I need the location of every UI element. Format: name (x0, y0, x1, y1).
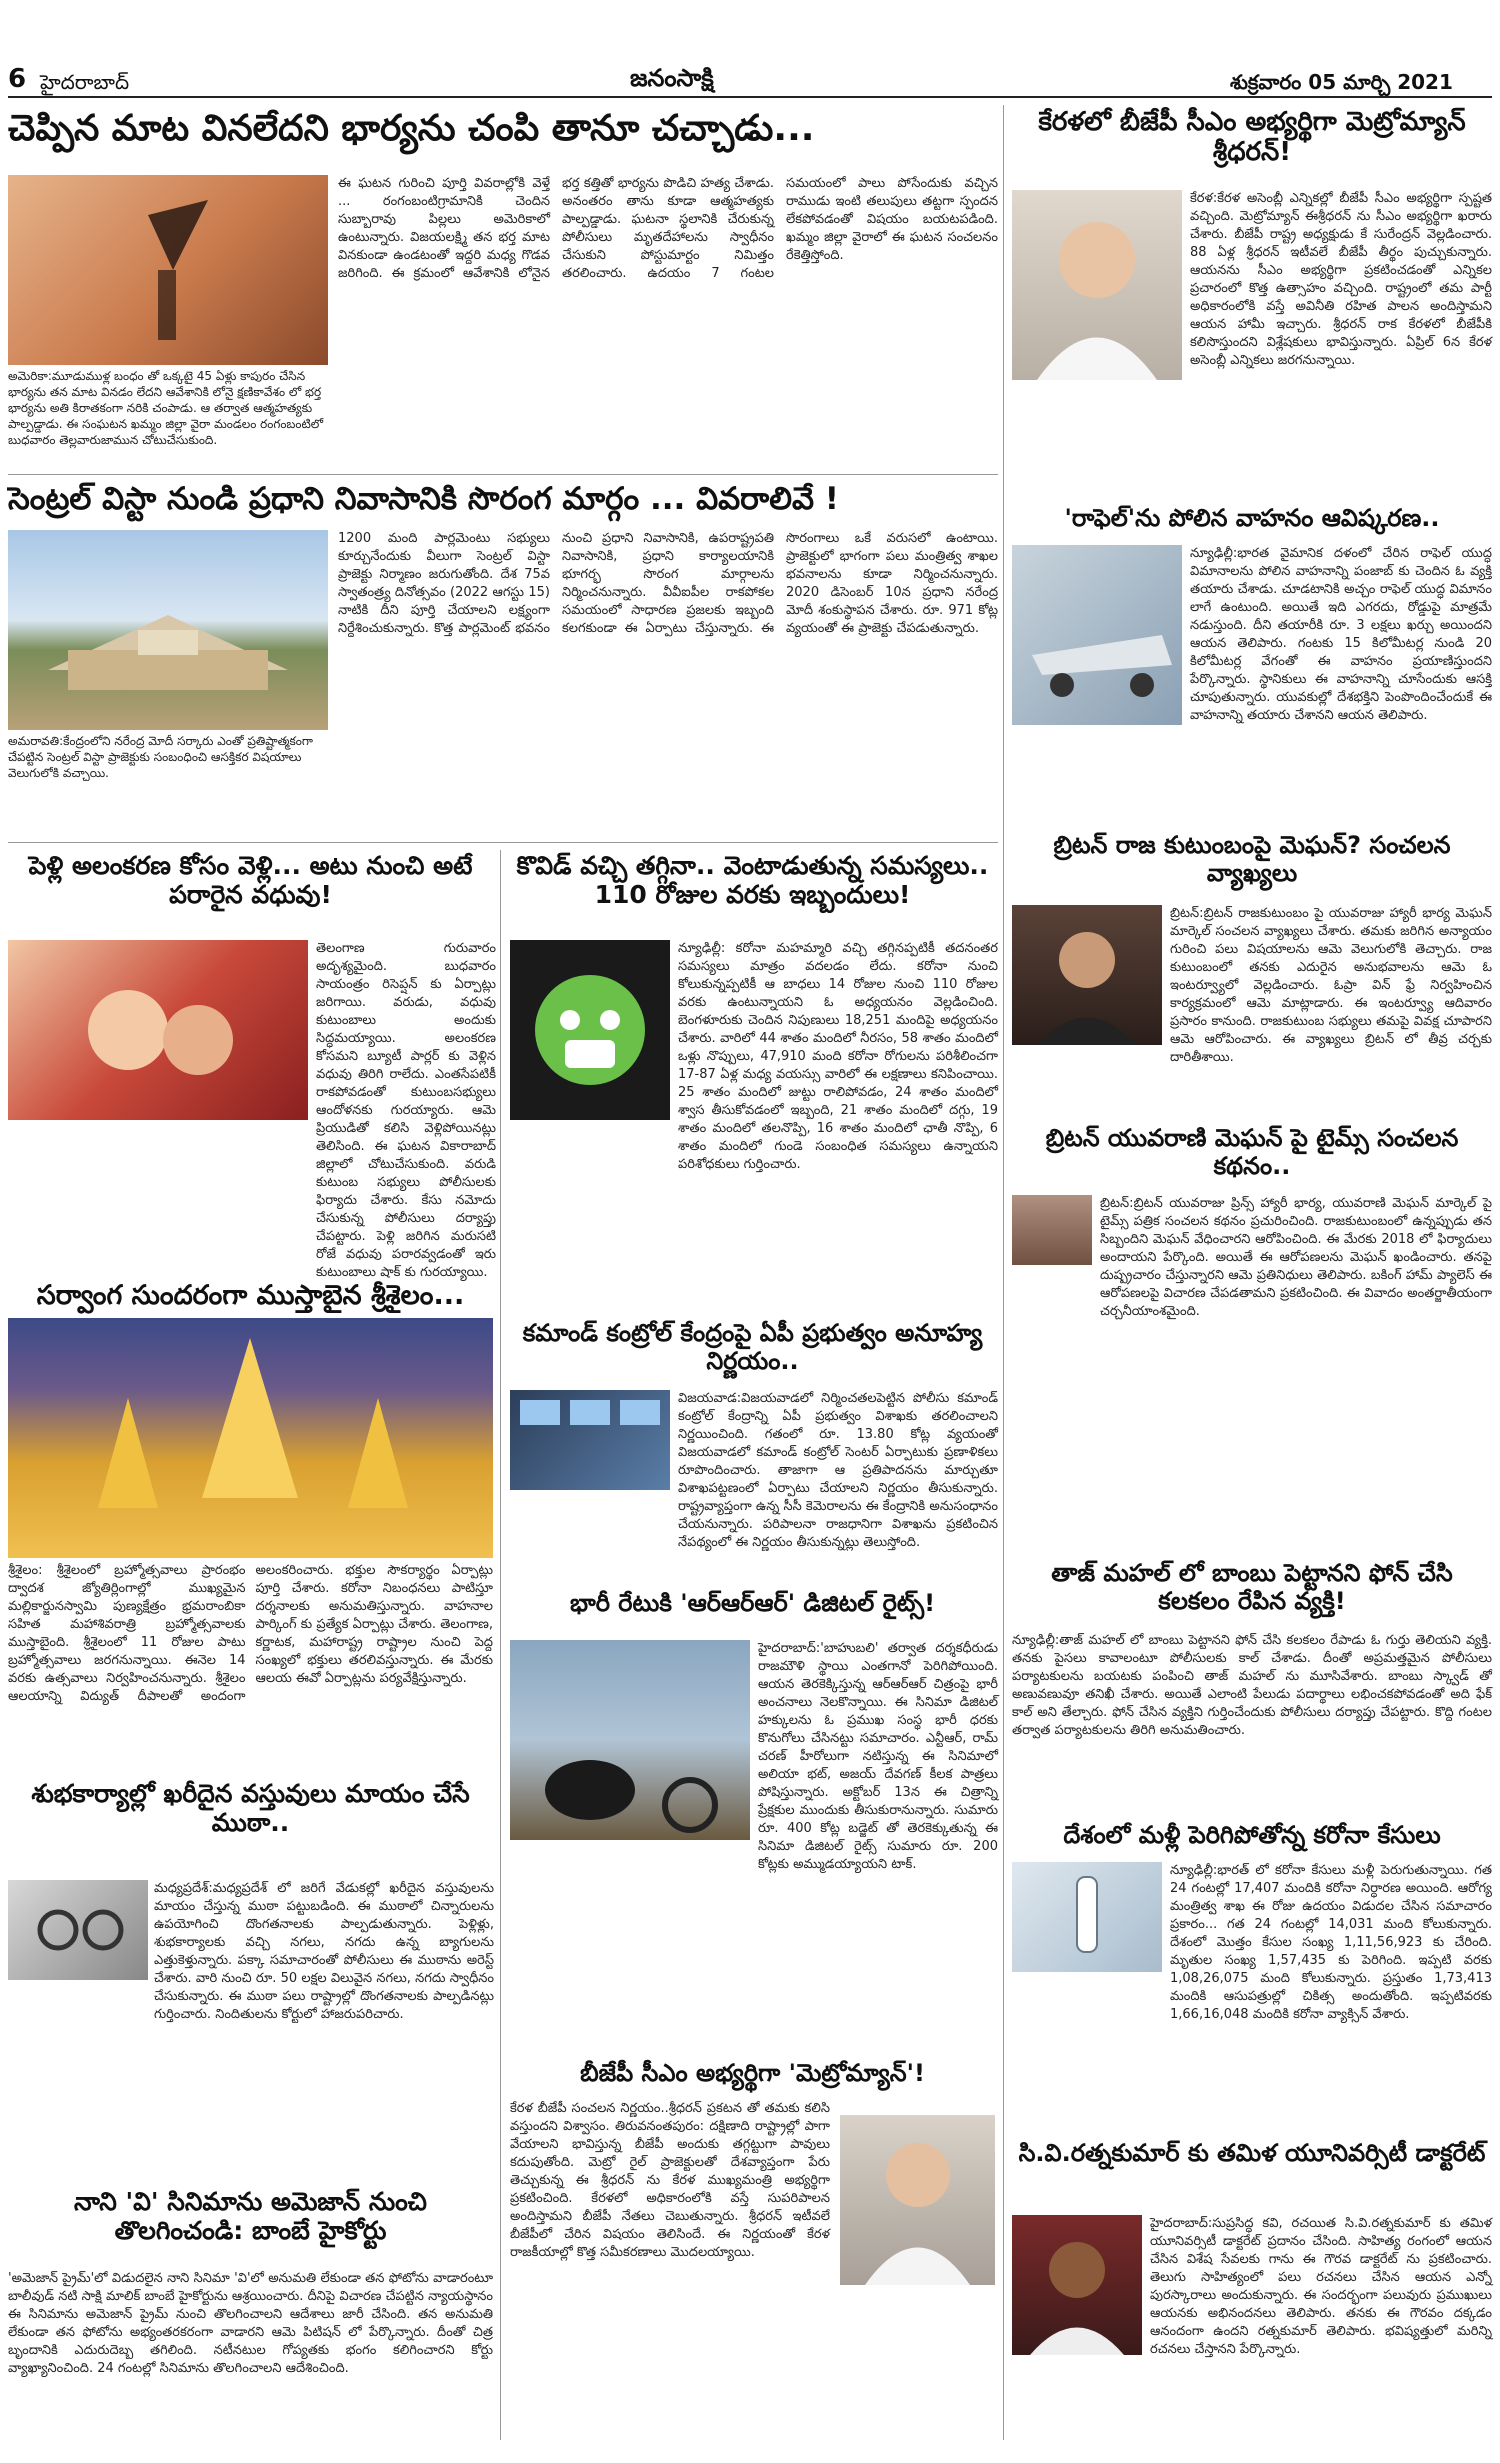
control-room-photo (510, 1390, 670, 1490)
issue-date: శుక్రవారం 05 మార్చి 2021 (1230, 70, 1453, 94)
article-headline: బ్రిటన్ రాజ కుటుంబంపై మెఘన్? సంచలన వ్యాఖ్యలు (1053, 831, 1451, 887)
divider (8, 842, 998, 843)
article-body: తెలంగాణ గురువారం అదృశ్యమైంది. బుధవారం సాయంత్రం రిసెప్షన్ కు ఏర్పాట్లు జరిగాయి. వరుడు, వధువు కుటుంబాలు అందుకు సిద్ధమయ్యాయి. అలంకరణ కోసమని బ్యూటీ పార్లర్ కు వెళ్లిన వధువు తిరిగి రాలేదు. ఎంతసేపటికీ రాకపోవడంతో కుటుంబసభ్యులు ఆందోళనకు గురయ్యారు. ఆమె ప్రియుడితో కలిసి వెళ్లిపోయినట్లు తెలిసింది. ఈ ఘటన వికారాబాద్ జిల్లాలో చోటుచేసుకుంది. వరుడి కుటుంబ సభ్యులు పోలీసులకు ఫిర్యాదు చేశారు. కేసు నమోదు చేసుకున్న పోలీసులు దర్యాప్తు చేపట్టారు. పెళ్లి జరిగిన మరుసటి రోజే వధువు పరారవ్వడంతో ఇరు కుటుంబాలు షాక్ కు గురయ్యాయి. (316, 941, 496, 1280)
photo-caption: అమెరికా:మూడుముళ్ల బంధం తో ఒక్కటై 45 ఏళ్లు కాపురం చేసిన భార్యను తన మాట వినడం లేదని ఆవేశానికి లోనై క్షణికావేశం లో భర్త భార్యను అతి కిరాతకంగా నరికి చంపాడు. ఆ తర్వాత ఆత్మహత్యకు పాల్పడ్డాడు. ఈ సంఘటన ఖమ్మం జిల్లా వైరా మండలం రంగంబంటిలో బుధవారం తెల్లవారుజామున చోటుచేసుకుంది. (8, 369, 324, 447)
article-body: కేరళ బీజేపీ సంచలన నిర్ణయం..శ్రీధరన్ ప్రకటన తో తమకు కలిసి వస్తుందని విశ్వాసం. తిరువనంతపురం: దక్షిణాది రాష్ట్రాల్లో పాగా వేయాలని భావిస్తున్న బీజేపీ అందుకు తగ్గట్టుగా పావులు కదుపుతోంది. మెట్రో రైల్ ప్రాజెక్టులతో దేశవ్యాప్తంగా పేరు తెచ్చుకున్న ఈ శ్రీధరన్ ను కేరళ ముఖ్యమంత్రి అభ్యర్థిగా ప్రకటించింది. కేరళలో అధికారంలోకి వస్తే సుపరిపాలన అందిస్తామని బీజేపీ నేతలు చెబుతున్నారు. శ్రీధరన్ ఇటీవలే బీజేపీలో చేరిన విషయం తెలిసిందే. ఈ నిర్ణయంతో కేరళ రాజకీయాల్లో కొత్త సమీకరణాలు మొదలయ్యాయి. (510, 2101, 830, 2260)
sreedharan-photo (840, 2115, 995, 2285)
article-headline: బీజేపీ సీఎం అభ్యర్థిగా 'మెట్రోమ్యాన్'! (580, 2059, 925, 2087)
jet-vehicle-icon (1012, 545, 1182, 725)
ratnakumar-photo (1012, 2215, 1142, 2355)
article-headline: సి.వి.రత్నకుమార్ కు తమిళ యూనివర్సిటీ డాక్టరేట్ (1018, 2139, 1486, 2167)
parliament-photo (8, 530, 328, 730)
article-headline: 'రాఫెల్'ను పోలిన వాహనం ఆవిష్కరణ.. (1064, 504, 1440, 532)
article-headline: కొవిడ్ వచ్చి తగ్గినా.. వెంటాడుతున్న సమస్యలు.. 110 రోజుల వరకు ఇబ్బందులు! (516, 851, 989, 909)
metroman-photo (1012, 190, 1182, 380)
bride-hands-icon (8, 940, 308, 1120)
article-headline: సెంట్రల్ విస్టా నుండి ప్రధాని నివాసానికి సొరంగ మార్గం ... వివరాలివే ! (8, 481, 839, 517)
meghan-thumb-photo (1012, 1195, 1092, 1265)
article-body: మధ్యప్రదేశ్:మధ్యప్రదేశ్ లో జరిగే వేడుకల్లో ఖరీదైన వస్తువులను మాయం చేస్తున్న ముఠా పట్టుబడింది. ఈ ముఠాలో చిన్నారులను ఉపయోగించి దొంగతనాలకు పాల్పడుతున్నారు. పెళ్లిళ్లు, శుభకార్యాలకు వచ్చి నగలు, నగదు ఉన్న బ్యాగులను ఎత్తుకెళ్తున్నారు. పక్కా సమాచారంతో పోలీసులు ఈ ముఠాను అరెస్ట్ చేశారు. వారి నుంచి రూ. 50 లక్షల విలువైన నగలు, నగదు స్వాధీనం చేసుకున్నారు. ఈ ముఠా పలు రాష్ట్రాల్లో దొంగతనాలకు పాల్పడినట్లు గుర్తించారు. నిందితులను కోర్టులో హాజరుపరిచారు. (154, 1881, 494, 2022)
monitor-wall-icon (510, 1390, 670, 1490)
rafale-vehicle-photo (1012, 545, 1182, 725)
article-body: హైదరాబాద్:సుప్రసిద్ధ కవి, రచయిత సి.వి.రత్నకుమార్ కు తమిళ యూనివర్సిటీ డాక్టరేట్ ప్రదానం చేసింది. సాహిత్య రంగంలో ఆయన చేసిన విశేష సేవలకు గాను ఈ గౌరవ డాక్టరేట్ ను ప్రకటించారు. తెలుగు సాహిత్యంలో పలు రచనలు చేసిన ఆయన ఎన్నో పురస్కారాలు అందుకున్నారు. ఈ సందర్భంగా పలువురు ప్రముఖులు ఆయనకు అభినందనలు తెలిపారు. తనకు ఈ గౌరవం దక్కడం ఆనందంగా ఉందని రత్నకుమార్ తెలిపారు. భవిష్యత్తులో మరిన్ని రచనలు చేస్తానని పేర్కొన్నారు. (1150, 2216, 1492, 2357)
masthead (0, 0, 1500, 100)
portrait-icon (840, 2115, 995, 2285)
article-body: హైదరాబాద్:'బాహుబలి' తర్వాత దర్శకధీరుడు రాజమౌళి స్థాయి ఎంతగానో పెరిగిపోయింది. ఆయన తెరకెక్కిస్తున్న ఆర్ఆర్ఆర్ చిత్రంపై భారీ అంచనాలు నెలకొన్నాయి. ఈ సినిమా డిజిటల్ హక్కులను ఓ ప్రముఖ సంస్థ భారీ ధరకు కొనుగోలు చేసినట్టు సమాచారం. ఎన్టీఆర్, రామ్ చరణ్ హీరోలుగా నటిస్తున్న ఈ సినిమాలో అలియా భట్, అజయ్ దేవగణ్ కీలక పాత్రలు పోషిస్తున్నారు. అక్టోబర్ 13న ఈ చిత్రాన్ని ప్రేక్షకుల ముందుకు తీసుకురానున్నారు. సుమారు రూ. 400 కోట్ల బడ్జెట్ తో తెరకెక్కుతున్న ఈ సినిమా డిజిటల్ రైట్స్ సుమారు రూ. 200 కోట్లకు అమ్ముడయ్యాయని టాక్. (758, 1641, 998, 1872)
parliament-building-icon (8, 530, 328, 730)
handcuffs-icon (8, 1880, 148, 1980)
article-headline: పెళ్లి అలంకరణ కోసం వెళ్లి... అటు నుంచి అటే పరారైన వధువు! (28, 851, 473, 909)
test-tube-photo (1012, 1862, 1162, 1972)
portrait-icon (1012, 2215, 1142, 2355)
temple-icon (8, 1318, 493, 1558)
article-headline: శుభకార్యాల్లో ఖరీదైన వస్తువులు మాయం చేసే ముఠా.. (31, 1779, 470, 1837)
horse-bike-icon (510, 1640, 750, 1840)
article-headline: కమాండ్ కంట్రోల్ కేంద్రంపై ఏపీ ప్రభుత్వం అనూహ్య నిర్ణయం.. (522, 1319, 983, 1375)
portrait-icon (1012, 905, 1162, 1045)
article-body: 'అమెజాన్ ప్రైమ్'లో విడుదలైన నాని సినిమా 'వి'లో అనుమతి లేకుండా తన ఫోటోను వాడారంటూ బాలీవుడ్ నటి సాక్షి మాలిక్ బాంబే హైకోర్టును ఆశ్రయించారు. దీనిపై విచారణ చేపట్టిన న్యాయస్థానం ఈ సినిమాను అమెజాన్ ప్రైమ్ నుంచి తొలగించాలని ఆదేశాలు జారీ చేసింది. తన అనుమతి లేకుండా తన ఫోటోను అభ్యంతరకరంగా వాడారని ఆమె పిటిషన్ లో పేర్కొన్నారు. దీంతో చిత్ర బృందానికి ఎదురుదెబ్బ తగిలింది. నటీనటుల గోప్యతకు భంగం కలిగించారని కోర్టు వ్యాఖ్యానించింది. 24 గంటల్లో సినిమాను తొలగించాలని ఆదేశించింది. (8, 2271, 493, 2376)
knife-icon (8, 175, 328, 365)
article-body: కేరళ:కేరళ అసెంబ్లీ ఎన్నికల్లో బీజేపీ సీఎం అభ్యర్థిగా స్పష్టత వచ్చింది. మెట్రోమ్యాన్ ఈశ్రీధరన్ ను సీఎం అభ్యర్థిగా ఖరారు చేశారు. బీజేపీ రాష్ట్ర అధ్యక్షుడు కే సురేంద్రన్ వెల్లడించారు. 88 ఏళ్ల శ్రీధరన్ ఇటీవలే బీజేపీ తీర్థం పుచ్చుకున్నారు. ఆయనను సీఎం అభ్యర్థిగా ప్రకటించడంతో ఎన్నికల ప్రచారంలో కొత్త ఉత్సాహం వచ్చింది. రాష్ట్రంలో తమ పార్టీ అధికారంలోకి వస్తే అవినీతి రహిత పాలన అందిస్తామని ఆయన హామీ ఇచ్చారు. శ్రీధరన్ రాక కేరళలో బీజేపీకి కలిసొస్తుందని విశ్లేషకులు భావిస్తున్నారు. ఏప్రిల్ 6న కేరళ అసెంబ్లీ ఎన్నికలు జరగనున్నాయి. (1190, 191, 1492, 368)
article-headline: భారీ రేటుకి 'ఆర్ఆర్ఆర్' డిజిటల్ రైట్స్! (569, 1589, 936, 1617)
article-body: న్యూఢిల్లీ:భారత వైమానిక దళంలో చేరిన రాఫెల్ యుద్ధ విమానాలను పోలిన వాహనాన్ని పంజాబ్ కు చెందిన ఓ వ్యక్తి తయారు చేశాడు. చూడటానికి అచ్చం రాఫెల్ యుద్ధ విమానం లాగే ఉంటుంది. అయితే ఇది ఎగరదు, రోడ్డుపై మాత్రమే నడుస్తుంది. దీని తయారీకి రూ. 3 లక్షలు ఖర్చు అయిందని ఆయన తెలిపారు. గంటకు 15 కిలోమీటర్ల నుండి 20 కిలోమీటర్ల వేగంతో ఈ వాహనం ప్రయాణిస్తుందని పేర్కొన్నారు. స్థానికులు ఈ వాహనాన్ని చూసేందుకు ఆసక్తి చూపుతున్నారు. యువకుల్లో దేశభక్తిని పెంపొందించేందుకే ఈ వాహనాన్ని తయారు చేశానని ఆయన తెలిపారు. (1190, 546, 1492, 723)
article-body: న్యూఢిల్లీ: కరోనా మహమ్మారి వచ్చి తగ్గినప్పటికీ తదనంతర సమస్యలు మాత్రం వదలడం లేదు. కరోనా నుంచి కోలుకున్నప్పటికీ ఆ బాధలు 14 రోజుల నుంచి 110 రోజుల వరకు ఉంటున్నాయని ఓ అధ్యయనం వెల్లడించింది. బెంగళూరుకు చెందిన నిపుణులు 18,251 మందిపై అధ్యయనం చేశారు. వారిలో 44 శాతం మందిలో నీరసం, 58 శాతం మందిలో ఒళ్లు నొప్పులు, 47,910 మంది కరోనా రోగులను పరిశీలించగా 17-87 ఏళ్ల మధ్య వయస్సు వారిలో ఈ లక్షణాలు కనిపించాయి. 25 శాతం మందిలో జుట్టు రాలిపోవడం, 24 శాతం మందిలో శ్వాస తీసుకోవడంలో ఇబ్బంది, 21 శాతం మందిలో దగ్గు, 19 శాతం మందిలో తలనొప్పి, 16 శాతం మందిలో ఛాతీ నొప్పి, 6 శాతం మందిలో గుండె సంబంధిత సమస్యలు ఉన్నాయని పరిశోధకులు గుర్తించారు. (678, 941, 998, 1172)
column-divider (500, 850, 501, 2440)
divider (8, 474, 998, 475)
article-headline: చెప్పిన మాట వినలేదని భార్యను చంపి తానూ చచ్చాడు... (8, 108, 815, 149)
article-body: న్యూఢిల్లీ:భారత్ లో కరోనా కేసులు మళ్లీ పెరుగుతున్నాయి. గత 24 గంటల్లో 17,407 మందికి కరోనా నిర్ధారణ అయింది. ఆరోగ్య మంత్రిత్వ శాఖ ఈ రోజు ఉదయం విడుదల చేసిన సమాచారం ప్రకారం... గత 24 గంటల్లో 14,031 మంది కోలుకున్నారు. దేశంలో మొత్తం కేసుల సంఖ్య 1,11,56,923 కు చేరింది. మృతుల సంఖ్య 1,57,435 కు పెరిగింది. ఇప్పటి వరకు 1,08,26,075 మంది కోలుకున్నారు. ప్రస్తుతం 1,73,413 మందికి ఆసుపత్రుల్లో చికిత్స అందుతోంది. ఇప్పటివరకు 1,66,16,048 మందికి కరోనా వ్యాక్సిన్ వేశారు. (1170, 1863, 1492, 2022)
meghan-photo (1012, 905, 1162, 1045)
page-number: 6 (8, 64, 27, 94)
wedding-photo (8, 940, 308, 1120)
handcuffs-photo (8, 1880, 148, 1980)
article-body: న్యూఢిల్లీ:తాజ్ మహల్ లో బాంబు పెట్టానని ఫోన్ చేసి కలకలం రేపాడు ఓ గుర్తు తెలియని వ్యక్తి. తనకు పైసలు కావాలంటూ పోలీసులకు కాల్ చేశాడు. దీంతో అప్రమత్తమైన పోలీసులు పర్యాటకులను బయటకు పంపించి తాజ్ మహల్ ను మూసివేశారు. బాంబు స్క్వాడ్ తో అణువణువూ తనిఖీ చేశారు. అయితే ఎలాంటి పేలుడు పదార్థాలు లభించకపోవడంతో అది ఫేక్ కాల్ అని తేల్చారు. ఫోన్ చేసిన వ్యక్తిని గుర్తించేందుకు పోలీసులు దర్యాప్తు చేపట్టారు. కొద్ది గంటల తర్వాత పర్యాటకులను తిరిగి అనుమతించారు. (1012, 1633, 1492, 1738)
article-headline: సర్వాంగ సుందరంగా ముస్తాబైన శ్రీశైలం... (36, 1280, 465, 1311)
article-body: శ్రీశైలం: శ్రీశైలంలో బ్రహ్మోత్సవాలు ప్రారంభం ద్వాదశ జ్యోతిర్లింగాల్లో ముఖ్యమైన మల్లికార్జునస్వామి పుణ్యక్షేత్రం భ్రమరాంబికా సహిత మహాశివరాత్రి బ్రహ్మోత్సవాలకు ముస్తాబైంది. శ్రీశైలంలో 11 రోజుల పాటు బ్రహ్మోత్సవాలు జరగనున్నాయి. ఈనెల 14 వరకు ఉత్సవాలు నిర్వహించనున్నారు. శ్రీశైలం ఆలయాన్ని విద్యుత్ దీపాలతో అందంగా అలంకరించారు. భక్తుల సౌకర్యార్థం ఏర్పాట్లు పూర్తి చేశారు. కరోనా నిబంధనలు పాటిస్తూ దర్శనాలకు అనుమతిస్తున్నారు. వాహనాల పార్కింగ్ కు ప్రత్యేక ఏర్పాట్లు చేశారు. తెలంగాణ, కర్ణాటక, మహారాష్ట్ర రాష్ట్రాల నుంచి పెద్ద సంఖ్యలో భక్తులు తరలివస్తున్నారు. ఈ మేరకు ఆలయ ఈవో ఏర్పాట్లను పర్యవేక్షిస్తున్నారు. (8, 1563, 493, 1704)
article-body: విజయవాడ:విజయవాడలో నిర్మించతలపెట్టిన పోలీసు కమాండ్ కంట్రోల్ కేంద్రాన్ని ఏపీ ప్రభుత్వం విశాఖకు తరలించాలని నిర్ణయించింది. గతంలో రూ. 13.80 కోట్ల వ్యయంతో విజయవాడలో కమాండ్ కంట్రోల్ సెంటర్ ఏర్పాటుకు ప్రణాళికలు రూపొందించారు. తాజాగా ఆ ప్రతిపాదనను మార్చుతూ విశాఖపట్టణంలో ఏర్పాటు చేయాలని నిర్ణయం తీసుకున్నారు. రాష్ట్రవ్యాప్తంగా ఉన్న సీసీ కెమెరాలను ఈ కేంద్రానికి అనుసంధానం చేయనున్నారు. పరిపాలనా రాజధానిగా విశాఖను ప్రకటించిన నేపథ్యంలో ఈ నిర్ణయం తీసుకున్నట్లు తెలుస్తోంది. (678, 1391, 998, 1550)
knife-photo (8, 175, 328, 365)
rrr-movie-photo (510, 1640, 750, 1840)
section-city: హైదరాబాద్ (40, 70, 130, 94)
article-headline: నాని 'వి' సినిమాను అమెజాన్ నుంచి తొలగించండి: బాంబే హైకోర్టు (74, 2187, 427, 2245)
article-headline: బ్రిటన్ యువరాణి మెఘన్ పై టైమ్స్ సంచలన కథనం.. (1045, 1124, 1459, 1180)
article-headline: దేశంలో మళ్లీ పెరిగిపోతోన్న కరోనా కేసులు (1063, 1821, 1441, 1849)
photo-caption: అమరావతి:కేంద్రంలోని నరేంద్ర మోదీ సర్కారు ఎంతో ప్రతిష్టాత్మకంగా చేపట్టిన సెంట్రల్ విస్టా ప్రాజెక్టుకు సంబంధించి ఆసక్తికర విషయాలు వెలుగులోకి వచ్చాయి. (8, 734, 313, 780)
virus-icon (510, 940, 670, 1120)
article-body: 1200 మంది పార్లమెంటు సభ్యులు కూర్చునేందుకు వీలుగా సెంట్రల్ విస్టా ప్రాజెక్టు నిర్మాణం జరుగుతోంది. దేశ 75వ స్వాతంత్ర్య దినోత్సవం (2022 ఆగస్టు 15) నాటికి దీని పూర్తి చేయాలని లక్ష్యంగా నిర్దేశించుకున్నారు. కొత్త పార్లమెంట్ భవనం నుంచి ప్రధాని నివాసానికి, ఉపరాష్ట్రపతి నివాసానికి, ప్రధాని కార్యాలయానికి భూగర్భ సొరంగ మార్గాలను నిర్మించనున్నారు. వీవీఐపీల రాకపోకల సమయంలో సాధారణ ప్రజలకు ఇబ్బంది కలగకుండా ఈ ఏర్పాటు చేస్తున్నారు. ఈ సొరంగాలు ఒకే వరుసలో ఉంటాయి. ప్రాజెక్టులో భాగంగా పలు మంత్రిత్వ శాఖల భవనాలను కూడా నిర్మించనున్నారు. 2020 డిసెంబర్ 10న ప్రధాని నరేంద్ర మోదీ శంకుస్థాపన చేశారు. రూ. 971 కోట్ల వ్యయంతో ఈ ప్రాజెక్టు చేపడుతున్నారు. (338, 531, 998, 636)
test-tube-icon (1012, 1862, 1162, 1972)
article-headline: కేరళలో బీజేపీ సీఎం అభ్యర్థిగా మెట్రోమ్యాన్ శ్రీధరన్! (1038, 107, 1466, 167)
virus-photo (510, 940, 670, 1120)
article-body: బ్రిటన్:బ్రిటన్ యువరాజు ప్రిన్స్ హ్యారీ భార్య, యువరాణి మెఘన్ మార్కెల్ పై టైమ్స్ పత్రిక సంచలన కథనం ప్రచురించింది. రాజకుటుంబంలో ఉన్నప్పుడు తన సిబ్బందిని మెఘన్ వేధించారని ఆరోపించింది. ఈ మేరకు 2018 లో ఫిర్యాదులు అందాయని పేర్కొంది. అయితే ఈ ఆరోపణలను మెఘన్ ఖండించారు. తనపై దుష్ప్రచారం చేస్తున్నారని ఆమె ప్రతినిధులు తెలిపారు. బకింగ్ హామ్ ప్యాలెస్ ఈ ఆరోపణలపై విచారణ చేపడతామని ప్రకటించింది. ఈ వివాదం అంతర్జాతీయంగా చర్చనీయాంశమైంది. (1100, 1196, 1492, 1319)
header-rule (8, 96, 1492, 98)
newspaper-logo: జనంసాక్షి (630, 64, 714, 92)
portrait-icon (1012, 190, 1182, 380)
article-body: బ్రిటన్:బ్రిటన్ రాజకుటుంబం పై యువరాజు హ్యారీ భార్య మెఘన్ మార్కెల్ సంచలన వ్యాఖ్యలు చేశారు. తమకు జరిగిన అన్యాయం గురించి పలు విషయాలను ఆమె వెలుగులోకి తెచ్చారు. రాజ కుటుంబంలో తనకు ఎదురైన అనుభవాలను ఆమె ఓ ఇంటర్వ్యూలో వెల్లడించారు. ఓప్రా విన్ ఫ్రే నిర్వహించిన కార్యక్రమంలో ఆమె మాట్లాడారు. ఈ ఇంటర్వ్యూ ఆదివారం ప్రసారం కానుంది. రాజకుటుంబ సభ్యులు తమపై వివక్ష చూపారని ఆమె ఆరోపించారు. ఈ వ్యాఖ్యలు బ్రిటన్ లో తీవ్ర చర్చకు దారితీశాయి. (1170, 906, 1492, 1065)
article-headline: తాజ్ మహల్ లో బాంబు పెట్టానని ఫోన్ చేసి కలకలం రేపిన వ్యక్తి! (1051, 1559, 1453, 1615)
column-divider (1003, 105, 1004, 2440)
temple-photo (8, 1318, 493, 1558)
article-body: ఈ ఘటన గురించి పూర్తి వివరాల్లోకి వెళ్తే ... రంగంబంటిగ్రామానికి చెందిన సుబ్బారావు పిల్లలు అమెరికాలో ఉంటున్నారు. విజయలక్ష్మి తన భర్త మాట వినకుండా ఉండటంతో ఇద్దరి మధ్య గొడవ జరిగింది. ఈ క్రమంలో ఆవేశానికి లోనైన భర్త కత్తితో భార్యను పొడిచి హత్య చేశాడు. అనంతరం తాను కూడా ఆత్మహత్యకు పాల్పడ్డాడు. ఘటనా స్థలానికి చేరుకున్న పోలీసులు మృతదేహాలను స్వాధీనం చేసుకుని పోస్టుమార్టం నిమిత్తం తరలించారు. ఉదయం 7 గంటల సమయంలో పాలు పోసేందుకు వచ్చిన రాముడు ఇంటి తలుపులు తట్టగా స్పందన లేకపోవడంతో విషయం బయటపడింది. ఖమ్మం జిల్లా వైరాలో ఈ ఘటన సంచలనం రేకెత్తిస్తోంది. (338, 176, 998, 281)
